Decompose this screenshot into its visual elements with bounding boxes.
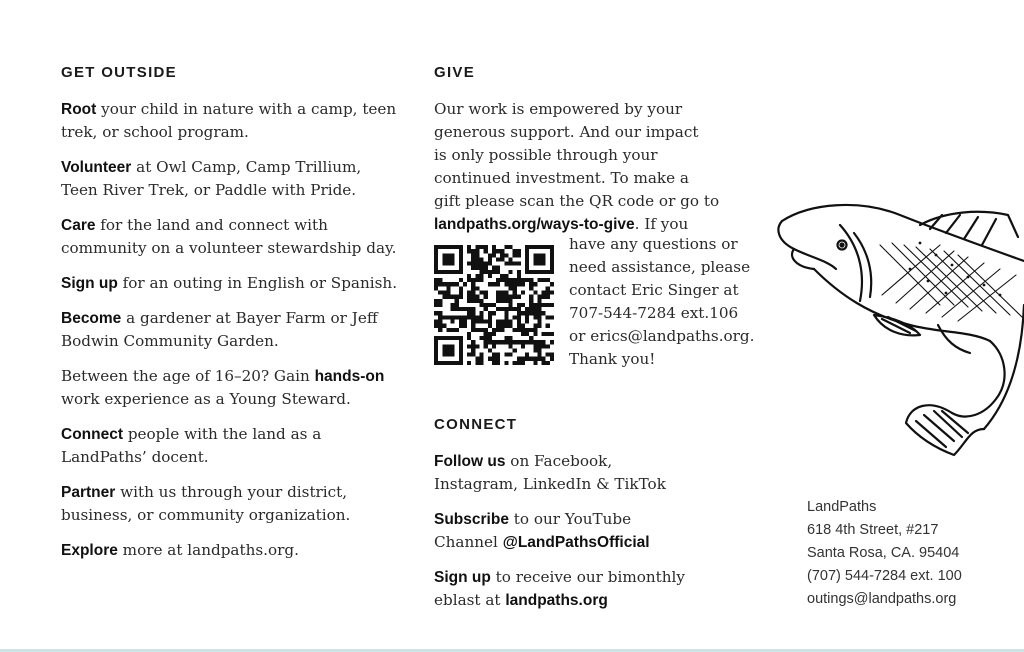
connect-item-lead: Subscribe (434, 511, 509, 528)
get-outside-item (61, 307, 401, 353)
give-contact-line: need assistance, please (569, 258, 751, 276)
give-line: is only possible through your (434, 146, 658, 164)
get-outside-list (61, 98, 401, 562)
get-outside-item-lead: hands-on (314, 368, 385, 385)
get-outside-item-lead: Care (61, 217, 96, 234)
get-outside-item-intro: Between the age of 16–20? Gain (61, 367, 315, 385)
give-line: gift please scan the QR code or go to (434, 192, 720, 210)
qr-code-icon[interactable] (434, 245, 554, 369)
give-text (434, 98, 774, 236)
org-name: LandPaths (807, 499, 877, 515)
get-outside-item-text: your child in nature with a camp, teen trek, or school program. (61, 100, 397, 141)
get-outside-item-text: more at landpaths.org. (117, 541, 299, 559)
connect-item-text: to our YouTube (508, 510, 632, 528)
phone-number: (707) 544-7284 ext. 100 (807, 568, 962, 584)
city-address: Santa Rosa, CA. 95404 (807, 545, 960, 561)
connect-item (434, 566, 774, 612)
give-contact-line: contact Eric Singer at (569, 281, 739, 299)
give-line: continued investment. To make a (434, 169, 689, 187)
salmon-illustration-icon (770, 185, 1024, 489)
give-contact-line: have any questions or (569, 235, 738, 253)
get-outside-item-text: with us through your district, business, or community organization. (61, 483, 351, 524)
get-outside-item (61, 539, 401, 562)
give-line: generous support. And our impact (434, 123, 699, 141)
get-outside-item (61, 272, 401, 295)
give-contact-line: Thank you! (569, 350, 656, 368)
get-outside-item-text: for an outing in English or Spanish. (117, 274, 398, 292)
get-outside-item-lead: Sign up (61, 275, 118, 292)
connect-heading: CONNECT (434, 416, 518, 433)
get-outside-item (61, 98, 401, 144)
give-contact-phone: 707-544-7284 ext.106 (569, 304, 739, 322)
connect-item-line2: eblast at (434, 591, 506, 609)
connect-item (434, 450, 774, 496)
get-outside-item-text: for the land and connect with community on a volunteer stewardship day. (61, 216, 397, 257)
connect-item-text: on Facebook, (505, 452, 613, 470)
get-outside-item-text: a gardener at Bayer Farm or Jeff Bodwin Community Garden. (61, 309, 378, 350)
give-link-suffix: . If you (634, 215, 689, 233)
give-contact-email: or erics@landpaths.org. (569, 327, 755, 345)
get-outside-item-text: people with the land as a LandPaths’ docent. (61, 425, 322, 466)
get-outside-item (61, 423, 401, 469)
connect-item-line2: Instagram, LinkedIn & TikTok (434, 475, 666, 493)
connect-item (434, 508, 774, 554)
give-contact (569, 233, 769, 371)
get-outside-item-text: at Owl Camp, Camp Trillium, Teen River Trek, or Paddle with Pride. (61, 158, 362, 199)
get-outside-item (61, 481, 401, 527)
get-outside-item (61, 156, 401, 202)
connect-item-lead: Sign up (434, 569, 491, 586)
address-block (807, 496, 962, 611)
get-outside-section (61, 64, 401, 574)
give-section (434, 64, 774, 236)
get-outside-item-lead: Become (61, 310, 122, 327)
connect-section (434, 416, 774, 624)
get-outside-item (61, 214, 401, 260)
get-outside-item-lead: Explore (61, 542, 118, 559)
give-line: Our work is empowered by your (434, 100, 683, 118)
email-address[interactable]: outings@landpaths.org (807, 591, 957, 607)
get-outside-item-text: work experience as a Young Steward. (61, 390, 351, 408)
give-contact-text (569, 233, 769, 371)
get-outside-item-lead: Partner (61, 484, 116, 501)
get-outside-item-lead: Connect (61, 426, 123, 443)
get-outside-item-lead: Root (61, 101, 97, 118)
give-link[interactable]: landpaths.org/ways-to-give (434, 216, 635, 233)
get-outside-item-lead: Volunteer (61, 159, 132, 176)
street-address: 618 4th Street, #217 (807, 522, 939, 538)
landpaths-link[interactable]: landpaths.org (505, 592, 608, 609)
connect-item-lead: Follow us (434, 453, 506, 470)
give-heading: GIVE (434, 64, 476, 81)
connect-item-text: to receive our bimonthly (490, 568, 685, 586)
get-outside-item (61, 365, 401, 411)
get-outside-heading: GET OUTSIDE (61, 64, 177, 81)
youtube-channel-link[interactable]: @LandPathsOfficial (502, 534, 650, 551)
connect-item-line2: Channel (434, 533, 503, 551)
